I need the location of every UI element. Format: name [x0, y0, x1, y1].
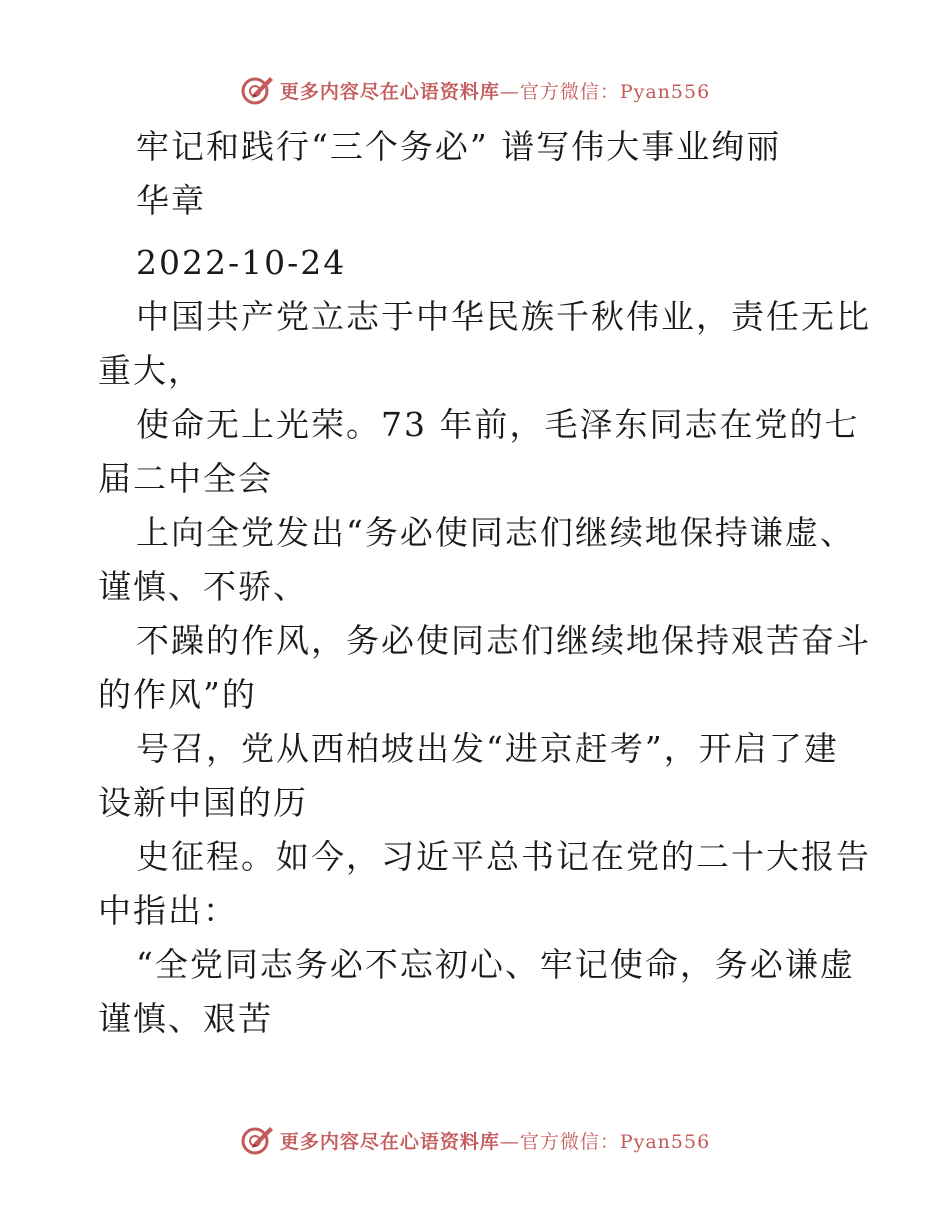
body-line: 史征程。如今，习近平总书记在党的二十大报告 — [136, 837, 871, 876]
body-line: 中国共产党立志于中华民族千秋伟业，责任无比 — [136, 297, 871, 336]
document-body — [98, 120, 871, 1046]
document-date: 2022-10-24 — [136, 243, 347, 282]
body-line: 不躁的作风，务必使同志们继续地保持艰苦奋斗 — [136, 621, 871, 660]
watermark-contact: 官方微信：Pyan556 — [519, 80, 711, 103]
watermark-banner-top — [0, 70, 950, 110]
body-line: 谨慎、艰苦 — [98, 999, 273, 1038]
watermark-text — [280, 77, 710, 104]
pen-circle-logo-icon — [240, 1123, 274, 1157]
pen-circle-logo-icon — [240, 73, 274, 107]
watermark-site: 更多内容尽在心语资料库 — [279, 80, 500, 103]
body-line: 使命无上光荣。73 年前，毛泽东同志在党的七 — [136, 405, 860, 444]
body-line: 谨慎、不骄、 — [98, 567, 308, 606]
document-title-line-2: 华章 — [136, 181, 206, 220]
watermark-banner-bottom — [0, 1120, 950, 1160]
watermark-separator: — — [499, 80, 520, 103]
watermark-separator: — — [499, 1130, 520, 1153]
body-line: 设新中国的历 — [98, 783, 308, 822]
body-line: 号召，党从西柏坡出发“进京赶考”，开启了建 — [136, 729, 839, 768]
document-title-line-1: 牢记和践行“三个务必” 谱写伟大事业绚丽 — [136, 127, 782, 166]
body-line: 中指出： — [98, 891, 238, 930]
body-line: 的作风”的 — [98, 675, 257, 714]
watermark-text — [280, 1127, 710, 1154]
body-line: 届二中全会 — [98, 459, 273, 498]
body-line: 上向全党发出“务必使同志们继续地保持谦虚、 — [136, 513, 855, 552]
watermark-site: 更多内容尽在心语资料库 — [279, 1130, 500, 1153]
watermark-contact: 官方微信：Pyan556 — [519, 1130, 711, 1153]
body-line: 重大， — [98, 351, 203, 390]
body-line: “全党同志务必不忘初心、牢记使命，务必谦虚 — [136, 945, 855, 984]
